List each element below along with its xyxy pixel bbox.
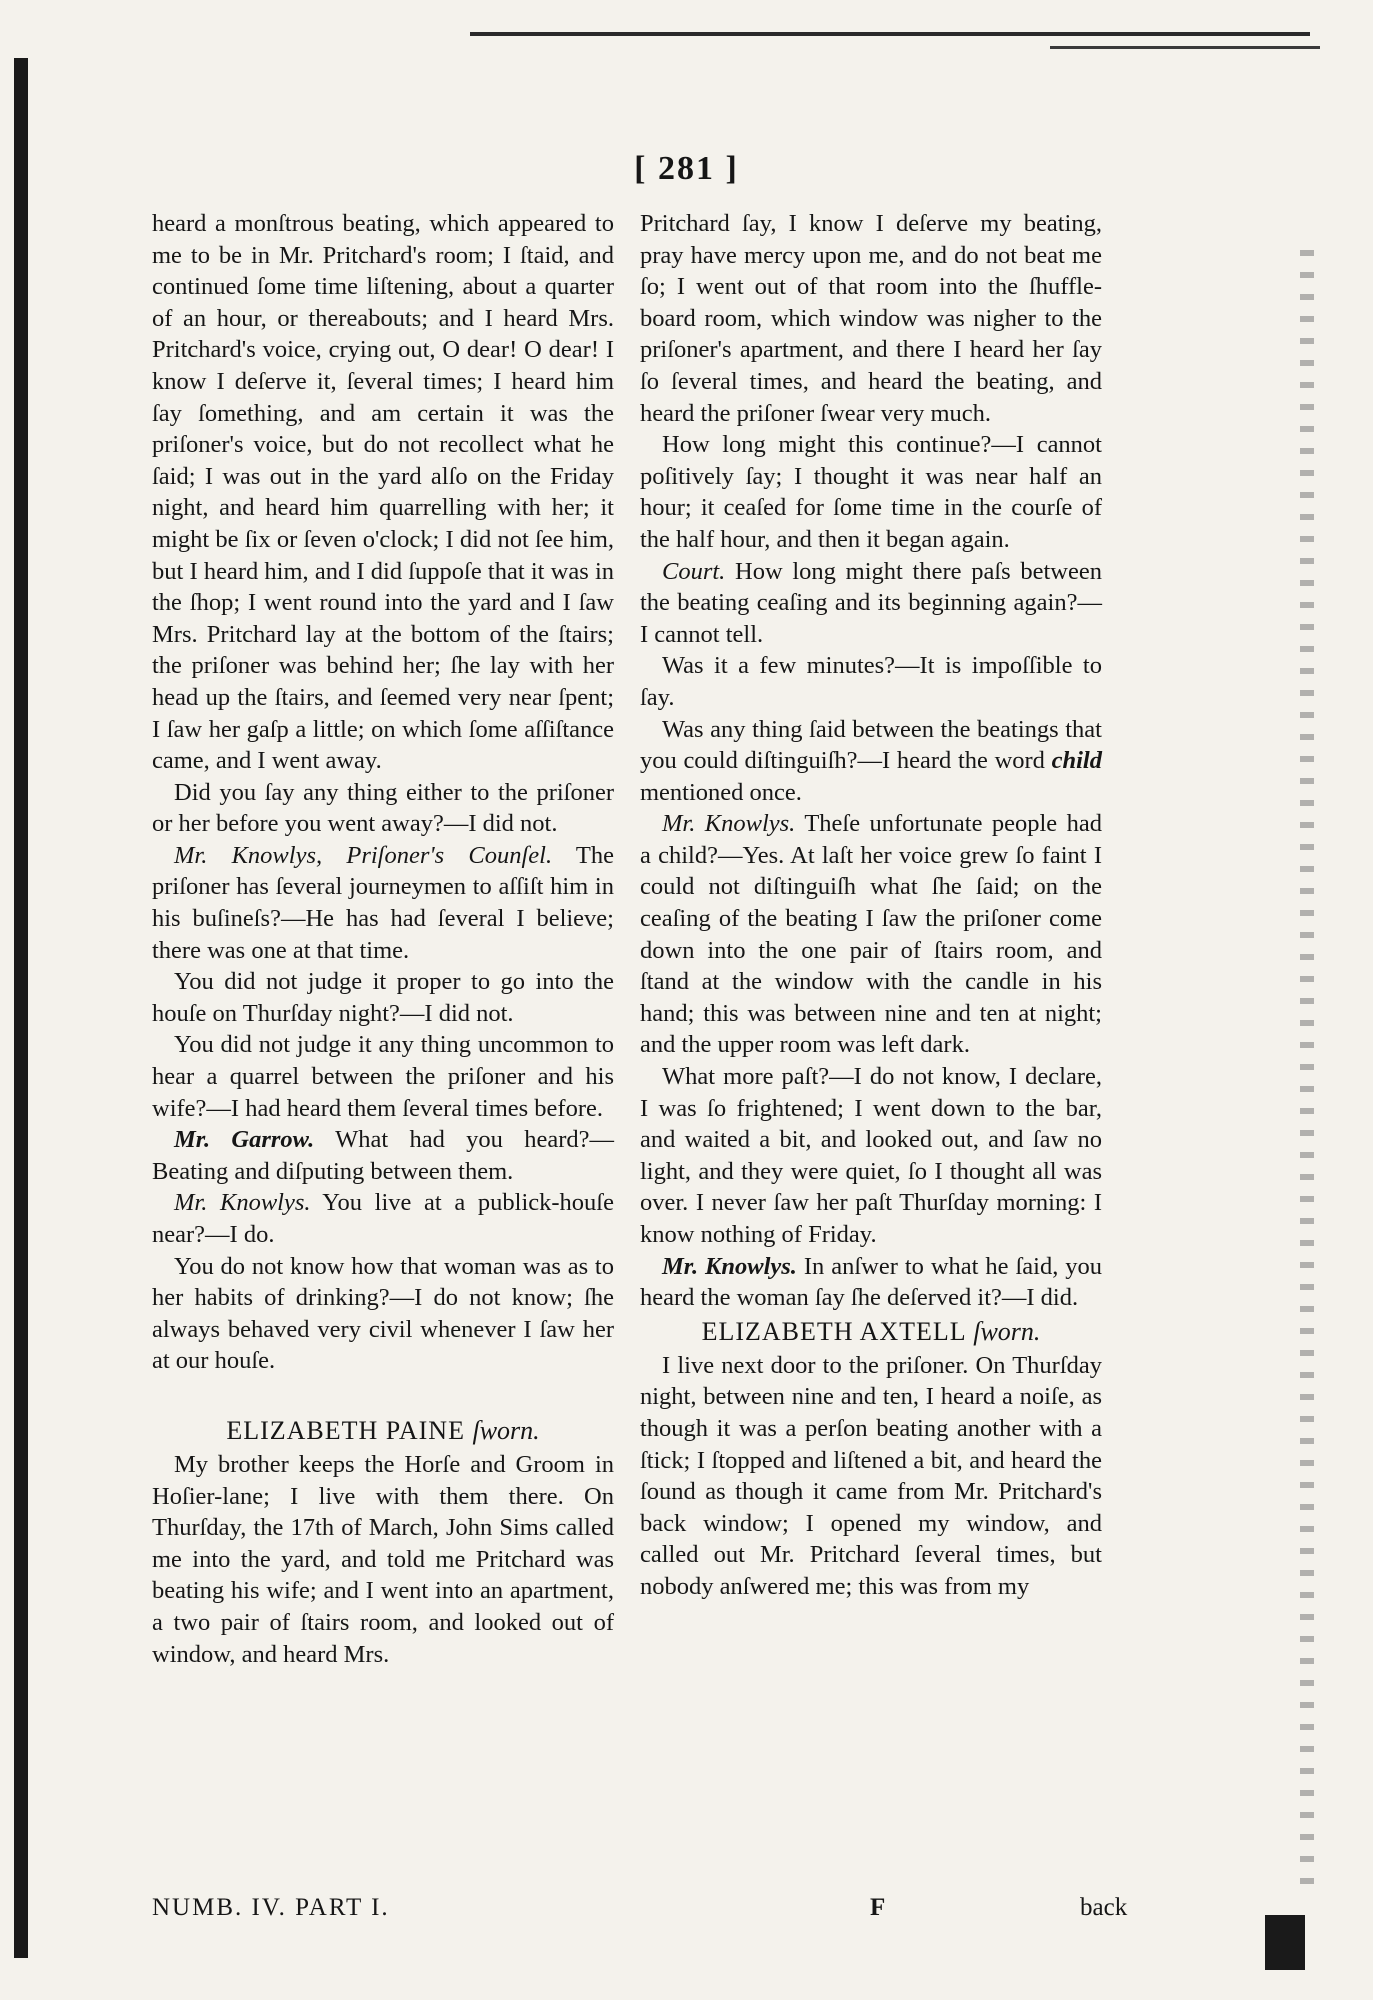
emphasised-word: child [1051,747,1102,775]
witness-sworn: ſworn. [973,1316,1041,1346]
scan-bleed-through-right [1300,250,1314,1900]
paragraph [152,1187,614,1250]
paragraph [640,714,1102,809]
paragraph-text: Theſe unfortunate people had a child?—Yes. At laſt her voice grew ſo faint I could not diſtinguiſh what ſhe ſaid; on the ceaſing of the beating I ſaw the priſoner come down into the one pair of ſtairs room, and ſtand at the window with the candle in his hand; this was between nine and ten at night; and the upper room was left dark. [640,810,1102,1059]
paragraph: You did not judge it proper to go into the houſe on Thurſday night?—I did not. [152,968,614,1027]
paragraph: What more paſt?—I do not know, I declare, I was ſo frightened; I went down to the bar, and waited a bit, and looked out, and ſaw no light, and they were quiet, ſo I thought all was over. I never ſaw her paſt Thurſday morning: I know nothing of Friday. [640,1063,1102,1248]
paragraph-text: mentioned once. [640,778,802,806]
paragraph-text: Was any thing ſaid between the beatings that you could diſtinguiſh?—I heard the word [640,715,1102,775]
scan-rule-top [470,32,1310,36]
left-column [152,208,614,1670]
paragraph: heard a monſtrous beating, which appeared to me to be in Mr. Pritchard's room; I ſtaid, and continued ſome time liſtening, about a quarter of an hour, or thereabouts; and I heard Mrs. Pritchard's voice, crying out, O dear! O dear! I know I deſerve it, ſeveral times; I heard him ſay ſomething, and am certain it was the priſoner's voice, but do not recollect what he ſaid; I was out in the yard alſo on the Friday night, and heard him quarrelling with her; it might be ſix or ſeven o'clock; I did not ſee him, but I heard him, and I did ſuppoſe that it was in the ſhop; I went round into the yard and I ſaw Mrs. Pritchard lay at the bottom of the ſtairs; the priſoner was behind her; ſhe lay with her head up the ſtairs, and ſeemed very near ſpent; I ſaw her gaſp a little; on which ſome aſſiſtance came, and I went away. [152,210,614,775]
paragraph: You do not know how that woman was as to her habits of drinking?—I do not know; ſhe always behaved very civil whenever I ſaw her at our houſe. [152,1252,614,1375]
paragraph [152,1124,614,1187]
paragraph: You did not judge it any thing uncommon to hear a quarrel between the priſoner and his wife?—I had heard them ſeveral times before. [152,1031,614,1122]
witness-heading [640,1316,1102,1348]
paragraph [640,556,1102,651]
speaker-label: Mr. Knowlys. [662,810,796,838]
paragraph: Pritchard ſay, I know I deſerve my beating, pray have mercy upon me, and do not beat me ſo; I went out of that room into the ſhuffle-board room, which window was nigher to the priſoner's apartment, and there I heard her ſay ſo ſeveral times, and heard the beating, and heard the priſoner ſwear very much. [640,210,1102,427]
witness-name: ELIZABETH AXTELL [701,1316,966,1346]
scan-edge-shadow-left [14,58,28,1958]
paragraph: I live next door to the priſoner. On Thurſday night, between nine and ten, I heard a noiſe, as though it was a perſon beating another with a ſtick; I ſtopped and liſtened a bit, and heard the ſound as though it came from Mr. Pritchard's back window; I opened my window, and called out Mr. Pritchard ſeveral times, but nobody anſwered me; this was from my [640,1351,1102,1600]
page-number: [ 281 ] [634,150,739,187]
paragraph: How long might this continue?—I cannot poſitively ſay; I thought it was near half an hour; it ceaſed for ſome time in the courſe of the half hour, and then it began again. [640,431,1102,553]
paragraph-text: How long might there paſs between the beating ceaſing and its beginning again?—I cannot tell. [640,557,1103,648]
witness-heading [152,1415,614,1447]
paragraph-text: You live at a publick-houſe near?—I do. [152,1189,614,1248]
speaker-label: Court. [662,557,726,585]
paragraph: My brother keeps the Horſe and Groom in Hoſier-lane; I live with them there. On Thurſday, the 17th of March, John Sims called me into the yard, and told me Pritchard was beating his wife; and I went into an apartment, a two pair of ſtairs room, and looked out of window, and heard Mrs. [152,1450,614,1668]
right-column [640,208,1102,1603]
speaker-label: Mr. Knowlys. [662,1252,797,1280]
scan-edge-mark [1265,1915,1305,1970]
scan-rule-top-secondary [1050,46,1320,49]
witness-name: ELIZABETH PAINE [226,1415,465,1445]
paragraph-text: In anſwer to what he ſaid, you heard the woman ſay ſhe deſerved it?—I did. [640,1252,1103,1312]
paragraph [152,840,614,966]
paragraph: Did you ſay any thing either to the priſoner or her before you went away?—I did not. [152,778,614,838]
catchword: back [1080,1894,1128,1921]
speaker-label: Mr. Knowlys. [174,1189,311,1217]
paragraph-text: The priſoner has ſeveral journeymen to aſſiſt him in his buſineſs?—He has had ſeveral I believe; there was one at that time. [152,841,614,964]
paragraph [640,1251,1102,1314]
paragraph: Was it a few minutes?—It is impoſſible to ſay. [640,652,1102,711]
signature-mark: F [870,1894,888,1921]
footer-part-label: NUMB. IV. PART I. [152,1894,390,1921]
paragraph [640,808,1102,1061]
paragraph-text: What had you heard?—Beating and diſputing between them. [152,1126,614,1185]
witness-sworn: ſworn. [472,1415,540,1445]
speaker-label: Mr. Garrow. [174,1126,315,1154]
speaker-label: Mr. Knowlys, Priſoner's Counſel. [174,841,553,869]
